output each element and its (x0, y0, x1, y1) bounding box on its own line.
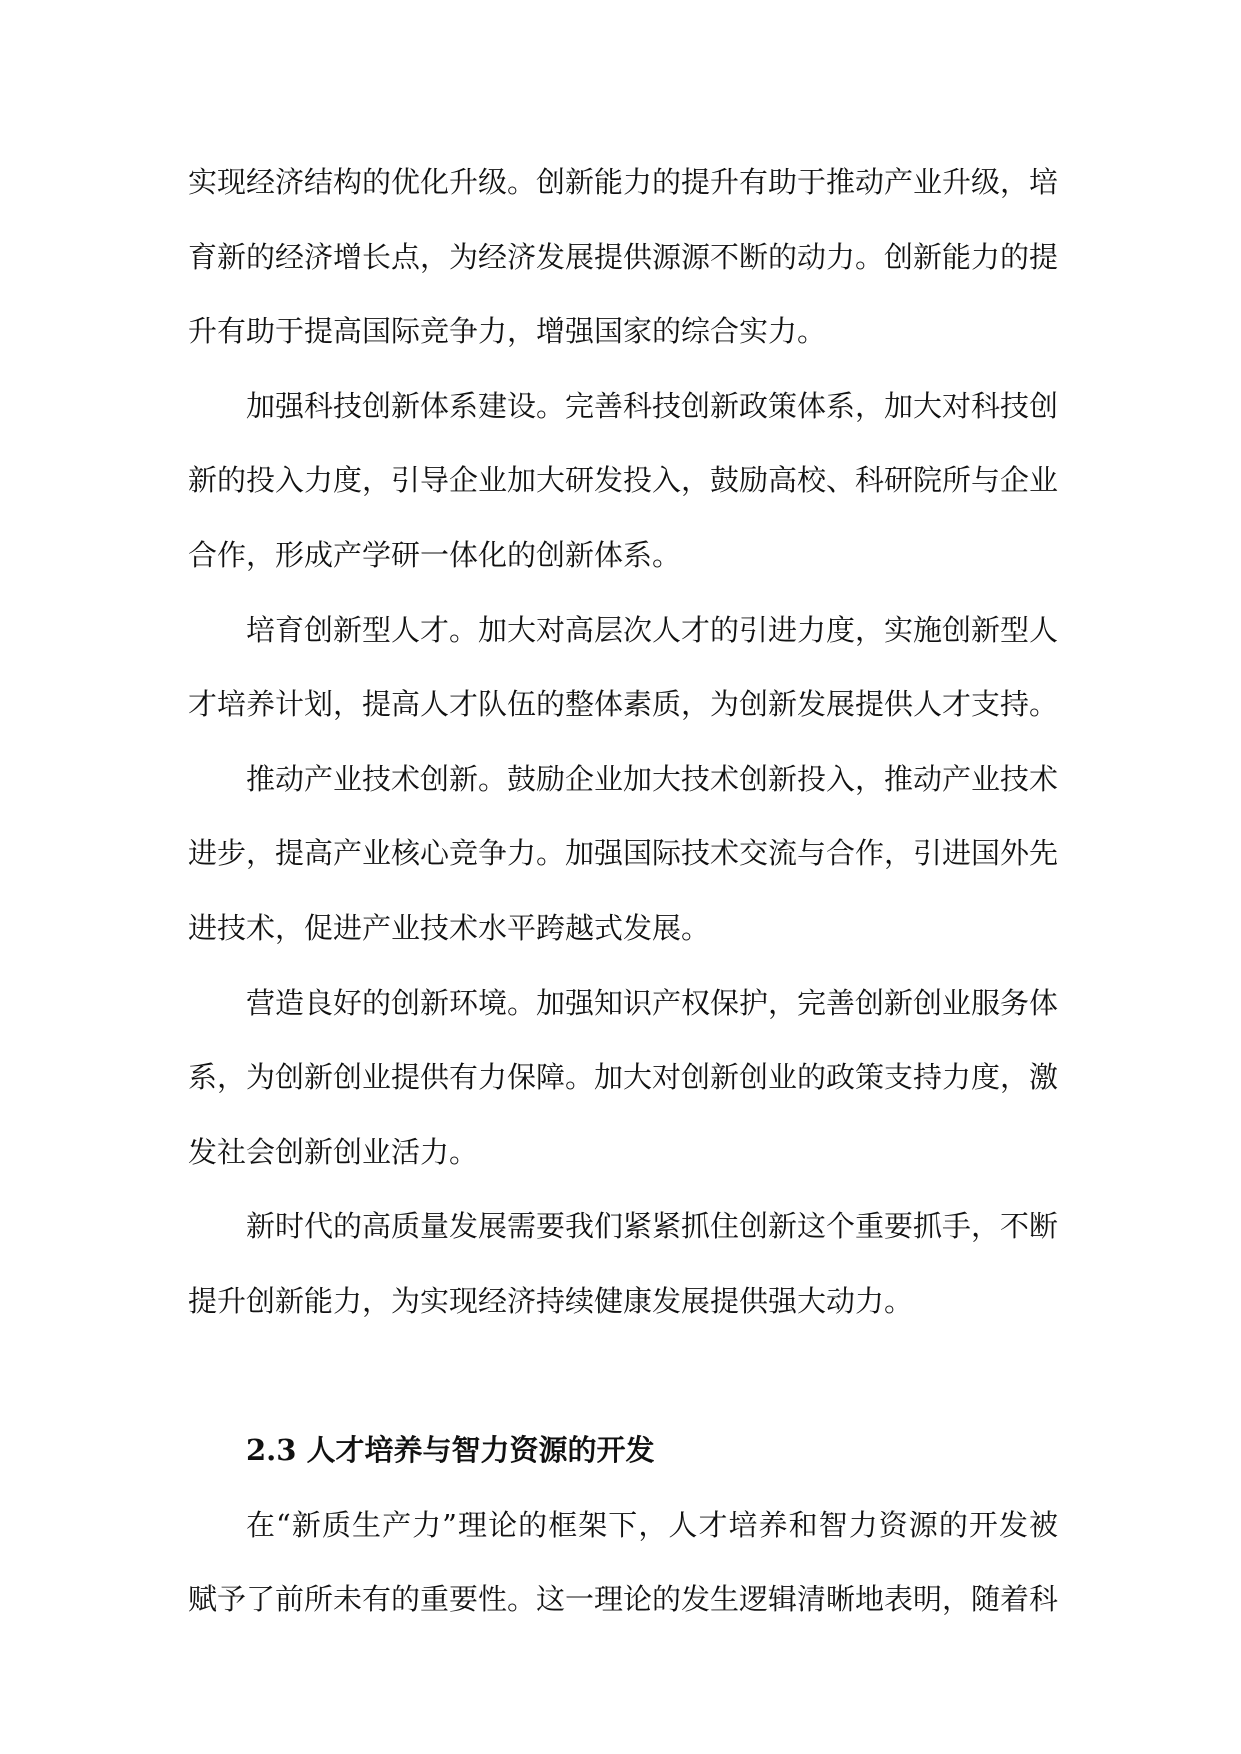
paragraph-line: 升有助于提高国际竞争力，增强国家的综合实力。 (188, 314, 827, 349)
paragraph-line: 才培养计划，提高人才队伍的整体素质，为创新发展提供人才支持。 (188, 687, 1059, 722)
paragraph-line: 提升创新能力，为实现经济持续健康发展提供强大动力。 (188, 1283, 914, 1318)
paragraph-line: 营造良好的创新环境。加强知识产权保护，完善创新创业服务体 (246, 985, 1059, 1020)
paragraph-line: 合作，形成产学研一体化的创新体系。 (188, 537, 682, 572)
paragraph-line: 培育创新型人才。加大对高层次人才的引进力度，实施创新型人 (246, 612, 1059, 647)
paragraph-line: 育新的经济增长点，为经济发展提供源源不断的动力。创新能力的提 (188, 239, 1059, 274)
paragraph-line: 系，为创新创业提供有力保障。加大对创新创业的政策支持力度，激 (188, 1060, 1059, 1095)
paragraph-line: 发社会创新创业活力。 (188, 1134, 479, 1169)
body-text (188, 145, 1058, 1637)
paragraph-line: 加强科技创新体系建设。完善科技创新政策体系，加大对科技创 (246, 388, 1059, 423)
paragraph-line: 推动产业技术创新。鼓励企业加大技术创新投入，推动产业技术 (246, 761, 1059, 796)
paragraph-line: 在“新质生产力”理论的框架下，人才培养和智力资源的开发被 (246, 1507, 1058, 1542)
paragraph-line: 进步，提高产业核心竞争力。加强国际技术交流与合作，引进国外先 (188, 836, 1059, 871)
paragraph-line: 进技术，促进产业技术水平跨越式发展。 (188, 910, 711, 945)
paragraph-line: 实现经济结构的优化升级。创新能力的提升有助于推动产业升级，培 (188, 165, 1059, 199)
paragraph-line: 赋予了前所未有的重要性。这一理论的发生逻辑清晰地表明，随着科 (188, 1582, 1059, 1617)
section-spacer (188, 1339, 1058, 1414)
paragraph-line: 新的投入力度，引导企业加大研发投入，鼓励高校、科研院所与企业 (188, 463, 1059, 498)
section-heading: 2.3 人才培养与智力资源的开发 (246, 1433, 655, 1468)
paragraph-line: 新时代的高质量发展需要我们紧紧抓住创新这个重要抓手，不断 (246, 1209, 1059, 1244)
